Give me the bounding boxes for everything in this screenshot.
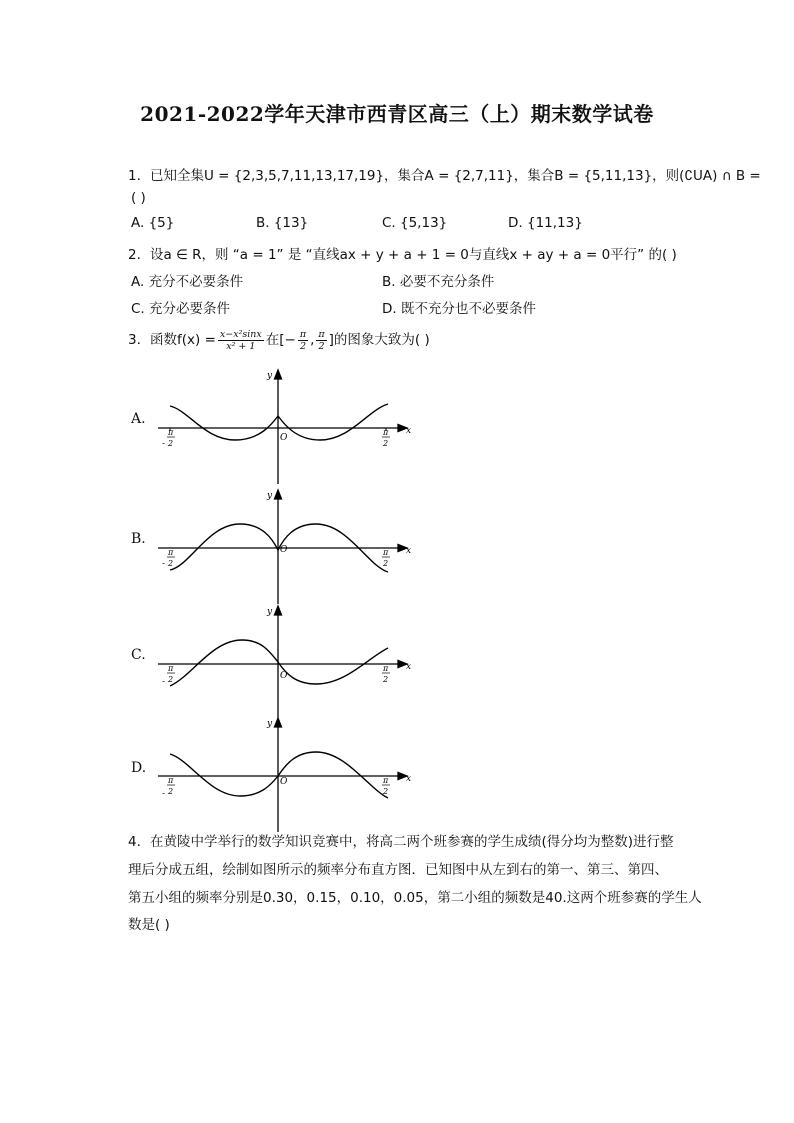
svg-text:2: 2 [383, 675, 389, 684]
svg-text:π: π [383, 776, 389, 785]
question-3-prefix: 函数f(x) = [150, 332, 216, 348]
graph-d-curve [170, 752, 388, 798]
svg-text:2: 2 [168, 439, 174, 448]
graph-c[interactable] [150, 604, 420, 724]
question-3-stem: 3. 函数f(x) = $\frac{\text{x−x²sinx}}{\text{x² + 1}}$ 在[− $\frac{\pi}{2}$ , $\frac{\pi}{2}$ ]的图象大致为( ) [128, 328, 430, 352]
graph-b[interactable] [150, 488, 420, 608]
svg-text:-: - [162, 677, 166, 687]
graph-d-axes [158, 718, 407, 832]
interval-left-fraction: $\frac{\pi}{2}$ [299, 328, 307, 352]
svg-text:O: O [280, 545, 288, 555]
svg-text:-: - [162, 789, 166, 799]
svg-text:y: y [267, 491, 273, 501]
svg-text:O: O [280, 671, 288, 681]
question-3-suffix: ]的图象大致为( ) [328, 332, 430, 348]
graph-c-curve [170, 640, 388, 686]
svg-text:2: 2 [383, 787, 389, 796]
question-3-option-a[interactable]: A. [131, 411, 146, 427]
y-axis-label: y [267, 371, 273, 381]
question-1-stem [128, 164, 761, 184]
origin-label: O [280, 433, 288, 443]
fraction-denominator: x² + 1 [226, 340, 256, 352]
function-fraction [218, 329, 264, 352]
question-4-line-3: 第五小组的频率分别是0.30，0.15，0.10，0.05，第二小组的频数是40.这两个班参赛的学生人 [128, 890, 702, 906]
svg-text:2: 2 [168, 787, 174, 796]
svg-text:x: x [406, 546, 412, 556]
question-2-stem [128, 243, 677, 263]
fraction-numerator: x−x²sinx [219, 328, 262, 340]
svg-text:-: - [162, 439, 166, 449]
question-1-option-c[interactable]: C. {5,13} [382, 215, 448, 231]
question-2-option-c[interactable]: C. 充分必要条件 [131, 301, 231, 317]
svg-text:y: y [267, 719, 273, 729]
svg-text:2: 2 [168, 675, 174, 684]
question-4-line-2: 理后分成五组，绘制如图所示的频率分布直方图．已知图中从左到右的第一、第三、第四、 [128, 862, 668, 878]
x-axis-label: x [406, 426, 412, 436]
svg-text:2: 2 [383, 559, 389, 568]
svg-text:-: - [162, 559, 166, 569]
svg-text:π: π [168, 548, 174, 557]
graph-a-axes [158, 370, 407, 484]
svg-text:2: 2 [168, 559, 174, 568]
question-number: 3. [128, 332, 141, 348]
svg-text:π: π [168, 664, 174, 673]
question-1-text: 已知全集U = {2,3,5,7,11,13,17,19}，集合A = {2,7,11}，集合B = {5,11,13}，则(∁UA) ∩ B = [150, 168, 761, 184]
question-3-option-d[interactable]: D. [131, 760, 147, 776]
question-2-text: 设a ∈ R，则 “a = 1” 是 “直线ax + y + a + 1 = 0与直线x + ay + a = 0平行” 的( ) [150, 247, 677, 263]
question-4-line-1: 4. 在黄陵中学举行的数学知识竞赛中，将高二两个班参赛的学生成绩(得分均为整数)进行整 [128, 834, 674, 850]
question-1-bracket: ( ) [131, 190, 146, 206]
y-axis-arrow [275, 370, 282, 379]
svg-text:2: 2 [383, 439, 389, 448]
interval-open: 在[− [265, 332, 296, 348]
question-1-option-a[interactable]: A. {5} [131, 215, 175, 231]
question-3-option-c[interactable]: C. [131, 647, 146, 663]
question-4-line-4: 数是( ) [128, 917, 170, 933]
graph-c-axes [158, 606, 407, 720]
question-number: 2. [128, 247, 141, 263]
question-2-option-b[interactable]: B. 必要不充分条件 [382, 274, 495, 290]
question-number: 4. [128, 834, 141, 850]
svg-text:π: π [383, 548, 389, 557]
question-3-option-b[interactable]: B. [131, 531, 146, 547]
page-title: 2021-2022学年天津市西青区高三（上）期末数学试卷 [140, 102, 654, 126]
svg-text:y: y [267, 607, 273, 617]
svg-text:π: π [168, 428, 174, 437]
question-2-option-a[interactable]: A. 充分不必要条件 [131, 274, 244, 290]
svg-text:x: x [406, 662, 412, 672]
interval-right-fraction: $\frac{\pi}{2}$ [318, 328, 325, 352]
graph-a[interactable] [150, 368, 420, 488]
svg-text:π: π [383, 428, 389, 437]
graph-d[interactable] [150, 716, 420, 836]
question-1-option-d[interactable]: D. {11,13} [508, 215, 583, 231]
graph-a-curve [170, 404, 388, 440]
question-2-option-d[interactable]: D. 既不充分也不必要条件 [382, 301, 536, 317]
question-1-option-b[interactable]: B. {13} [256, 215, 309, 231]
svg-text:x: x [406, 774, 412, 784]
svg-text:O: O [280, 777, 288, 787]
svg-text:π: π [168, 776, 174, 785]
svg-text:π: π [383, 664, 389, 673]
question-number: 1. [128, 168, 141, 184]
